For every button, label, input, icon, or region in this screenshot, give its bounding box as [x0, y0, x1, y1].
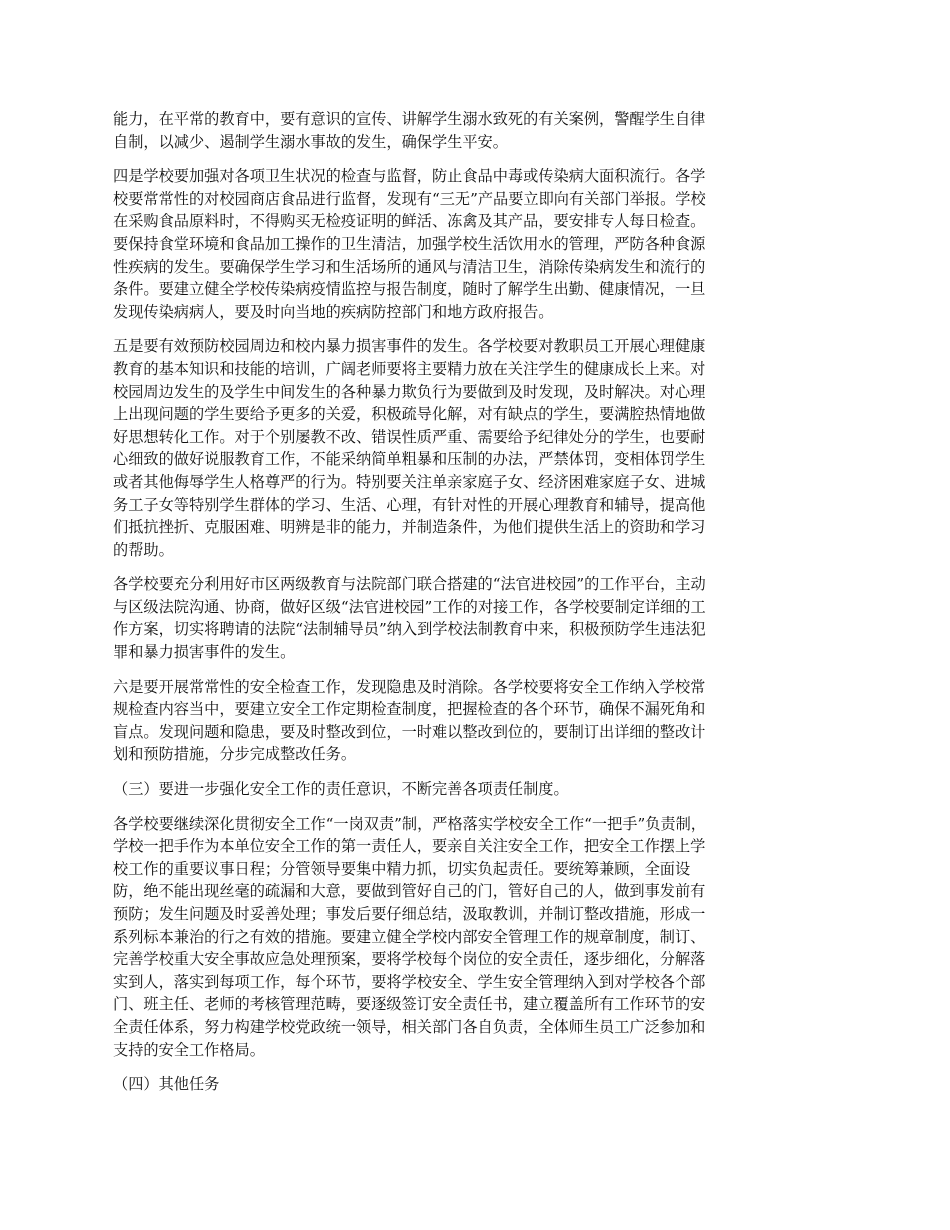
paragraph-responsibility-system: 各学校要继续深化贯彻安全工作“一岗双责”制，严格落实学校安全工作“一把手”负责制， 学校一把手作为本单位安全工作的第一责任人，要亲自关注安全工作，把安全工作摆上学 校工作的重要议事日程；分管领导要集中精力抓，切实负起责任。要统筹兼顾，全面设 防，绝不能出现丝毫的疏漏和大意，要做到管好自己的门，管好自己的人，做到事发前有 预防；发生问题及时妥善处理；事发后要仔细总结，汲取教训，并制订整改措施，形成一 系列标本兼治的行之有效的措施。要建立健全学校内部安全管理工作的规章制度，制订、 完善学校重大安全事故应急处理预案，要将学校每个岗位的安全责任，逐步细化，分解落 实到人，落实到每项工作，每个环节，要将学校安全、学生安全管理纳入到对学校各个部 门、班主任、老师的考核管理范畴，要逐级签订安全责任书，建立覆盖所有工作环节的安 全责任体系，努力构建学校党政统一领导，相关部门各自负责，全体师生员工广泛参加和 支持的安全工作格局。: [113, 814, 706, 1059]
paragraph-hygiene-inspection: 四是学校要加强对各项卫生状况的检查与监督，防止食品中毒或传染病大面积流行。各学 校要常常性的对校园商店食品进行监督，发现有“三无”产品要立即向有关部门举报。学校 在采购食品原料时，不得购买无检疫证明的鲜活、冻禽及其产品，要安排专人每日检查。 要保持食堂环境和食品加工操作的卫生清洁，加强学校生活饮用水的管理，严防各种食源 性疾病的发生。要确保学生学习和生活场所的通风与清洁卫生，消除传染病发生和流行的 条件。要建立健全学校传染病疫情监控与报告制度，随时了解学生出勤、健康情况，一旦 发现传染病病人，要及时向当地的疾病防控部门和地方政府报告。: [113, 167, 706, 321]
document-body: [113, 108, 841, 1108]
paragraph-violence-prevention: 五是要有效预防校园周边和校内暴力损害事件的发生。各学校要对教职员工开展心理健康 教育的基本知识和技能的培训，广阔老师要将主要精力放在关注学生的健康成长上来。对 校园周边发生的及学生中间发生的各种暴力欺负行为要做到及时发现，及时解决。对心理 上出现问题的学生要给予更多的关爱，积极疏导化解，对有缺点的学生，要满腔热情地做 好思想转化工作。对于个别屡教不改、错误性质严重、需要给予纪律处分的学生，也要耐 心细致的做好说服教育工作，不能采纳简单粗暴和压制的办法，严禁体罚，变相体罚学生 或者其他侮辱学生人格尊严的行为。特别要关注单亲家庭子女、经济困难家庭子女、进城 务工子女等特别学生群体的学习、生活、心理，有针对性的开展心理教育和辅导，提高他 们抵抗挫折、克服困难、明辨是非的能力，并制造条件，为他们提供生活上的资助和学习 的帮助。: [113, 337, 706, 559]
section-heading-other-tasks: （四）其他任务: [113, 1075, 220, 1094]
section-heading-responsibility: （三）要进一步强化安全工作的责任意识，不断完善各项责任制度。: [113, 780, 569, 799]
paragraph-drowning-prevention: 能力，在平常的教育中，要有意识的宣传、讲解学生溺水致死的有关案例，警醒学生自律 自制，以减少、遏制学生溺水事故的发生，确保学生平安。: [113, 110, 706, 151]
paragraph-safety-inspection: 六是要开展常常性的安全检查工作，发现隐患及时消除。各学校要将安全工作纳入学校常 规检查内容当中，要建立安全工作定期检查制度，把握检查的各个环节，确保不漏死角和 盲点。发现问题和隐患，要及时整改到位，一时难以整改到位的，要制订出详细的整改计 划和预防措施，分步完成整改任务。: [113, 677, 706, 764]
paragraph-judge-on-campus: 各学校要充分利用好市区两级教育与法院部门联合搭建的“法官进校园”的工作平台，主动 与区级法院沟通、协商，做好区级“法官进校园”工作的对接工作，各学校要制定详细的工 作方案，切实将聘请的法院“法制辅导员”纳入到学校法制教育中来，积极预防学生违法犯 罪和暴力损害事件的发生。: [113, 575, 706, 662]
